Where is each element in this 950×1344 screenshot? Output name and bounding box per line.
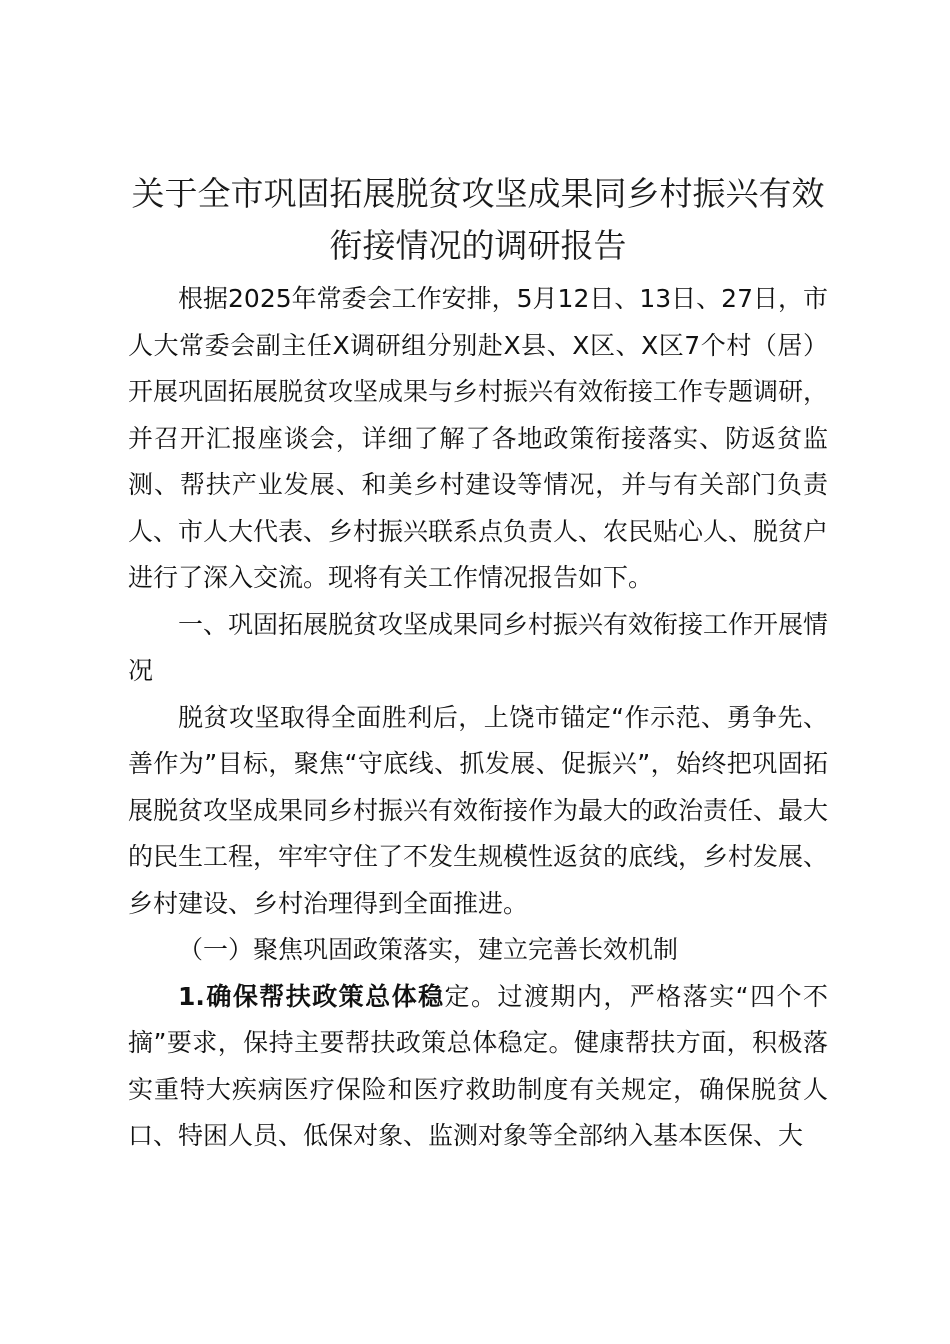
intro-paragraph: 根据2025年常委会工作安排，5月12日、13日、27日，市人大常委会副主任X调研组分别赴X县、X区、X区7个村（居）开展巩固拓展脱贫攻坚成果与乡村振兴有效衔接工作专题调研，并召开汇报座谈会，详细了解了各地政策衔接落实、防返贫监测、帮扶产业发展、和美乡村建设等情况，并与有关部门负责人、市人大代表、乡村振兴联系点负责人、农民贴心人、脱贫户进行了深入交流。现将有关工作情况报告如下。 (128, 284, 829, 592)
item-paragraph (128, 974, 828, 1160)
document-body (128, 168, 828, 1160)
section-body-paragraph: 脱贫攻坚取得全面胜利后，上饶市锚定“作示范、勇争先、善作为”目标，聚焦“守底线、抓发展、促振兴”，始终把巩固拓展脱贫攻坚成果同乡村振兴有效衔接作为最大的政治责任、最大的民生工程，牢牢守住了不发生规模性返贫的底线，乡村发展、乡村建设、乡村治理得到全面推进。 (128, 702, 829, 918)
document-title: 关于全市巩固拓展脱贫攻坚成果同乡村振兴有效衔接情况的调研报告 (131, 174, 825, 265)
subsection-heading: （一）聚焦巩固政策落实，建立完善长效机制 (178, 935, 679, 964)
item-bold-lead: 1.确保帮扶政策总体稳 (178, 981, 445, 1011)
item-body-text: 定。过渡期内，严格落实“四个不摘”要求，保持主要帮扶政策总体稳定。健康帮扶方面，积极落实重特大疾病医疗保险和医疗救助制度有关规定，确保脱贫人口、特困人员、低保对象、监测对象等全部纳入基本医保、大 (128, 981, 828, 1150)
section-heading: 一、巩固拓展脱贫攻坚成果同乡村振兴有效衔接工作开展情况 (128, 609, 829, 685)
